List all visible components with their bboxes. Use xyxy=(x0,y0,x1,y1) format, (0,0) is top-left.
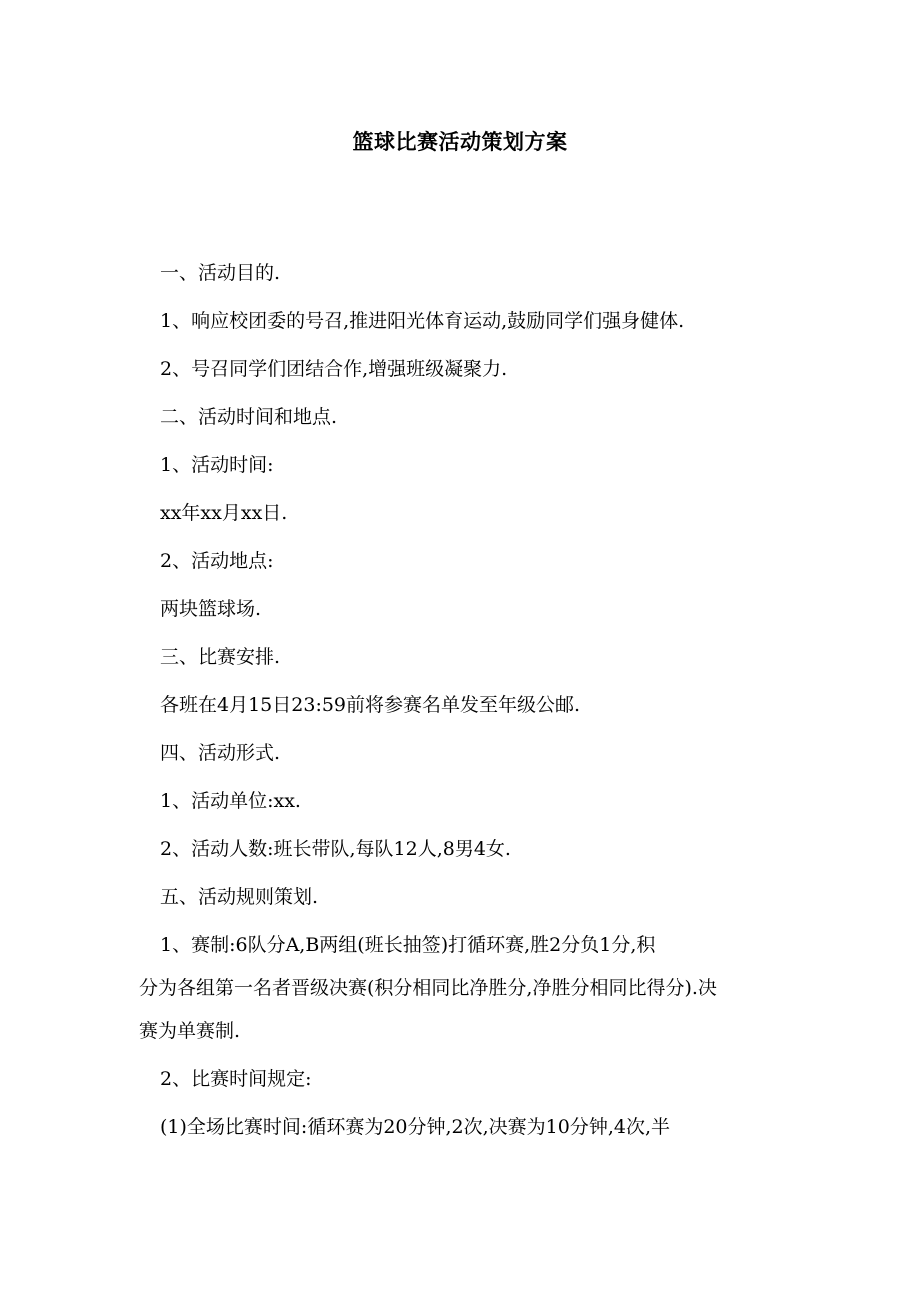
purpose-item-1: 1、响应校团委的号召,推进阳光体育运动,鼓励同学们强身健体. xyxy=(160,310,685,332)
time-label: 1、活动时间: xyxy=(160,454,274,476)
section-heading-rules: 五、活动规则策划. xyxy=(160,886,319,908)
place-label: 2、活动地点: xyxy=(160,550,274,572)
rules-item-2: 2、比赛时间规定: xyxy=(160,1068,312,1090)
purpose-item-2: 2、号召同学们团结合作,增强班级凝聚力. xyxy=(160,358,508,380)
place-value: 两块篮球场. xyxy=(160,598,262,620)
document-body xyxy=(0,258,920,1160)
document-title: 篮球比赛活动策划方案 xyxy=(352,129,568,154)
section-heading-purpose: 一、活动目的. xyxy=(160,262,281,284)
schedule-text: 各班在4月15日23:59前将参赛名单发至年级公邮. xyxy=(160,694,581,716)
section-heading-format: 四、活动形式. xyxy=(160,742,281,764)
rules-item-1-line-1: 1、赛制:6队分A,B两组(班长抽签)打循环赛,胜2分负1分,积 xyxy=(160,934,656,956)
rules-item-1-line-2: 分为各组第一名者晋级决赛(积分相同比净胜分,净胜分相同比得分).决 xyxy=(139,977,717,999)
rules-item-2-sub-1: (1)全场比赛时间:循环赛为20分钟,2次,决赛为10分钟,4次,半 xyxy=(160,1116,671,1138)
format-unit: 1、活动单位:xx. xyxy=(160,790,301,812)
section-heading-time-place: 二、活动时间和地点. xyxy=(160,406,338,428)
time-value: xx年xx月xx日. xyxy=(160,502,288,524)
section-heading-schedule: 三、比赛安排. xyxy=(160,646,281,668)
format-headcount: 2、活动人数:班长带队,每队12人,8男4女. xyxy=(160,838,511,860)
rules-item-1-line-3: 赛为单赛制. xyxy=(139,1020,241,1042)
